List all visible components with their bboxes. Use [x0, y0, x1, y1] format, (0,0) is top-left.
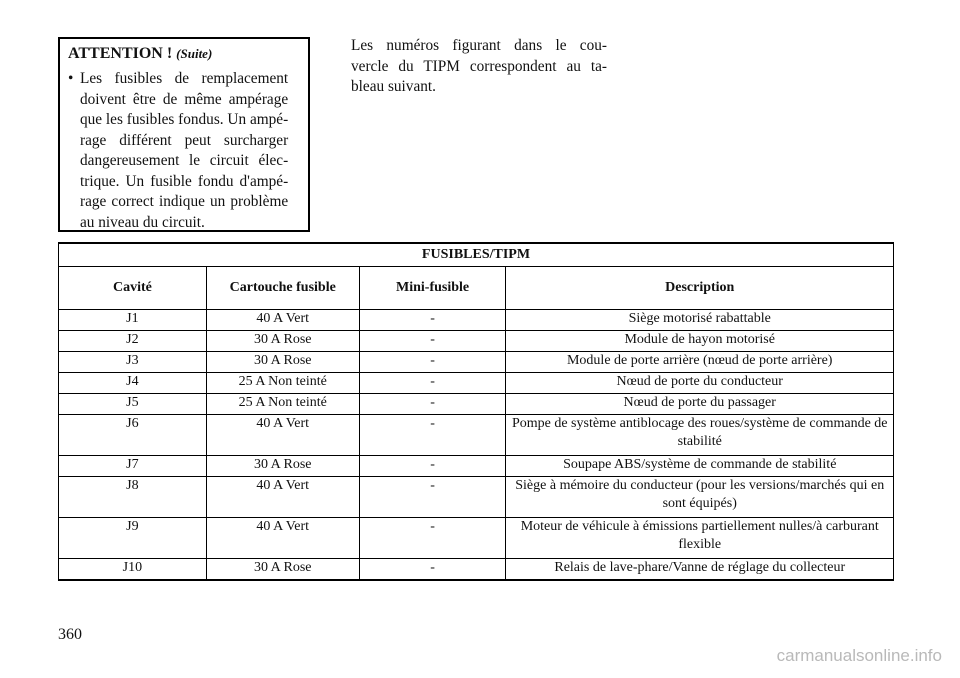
cell-description: Nœud de porte du passager	[506, 394, 894, 415]
cell-mini-fuse: -	[359, 518, 506, 559]
cell-mini-fuse: -	[359, 373, 506, 394]
column-header-cartridge: Cartouche fusible	[206, 267, 359, 310]
warning-box	[58, 37, 310, 232]
cell-description: Module de porte arrière (nœud de porte arrière)	[506, 352, 894, 373]
warning-title-text: ATTENTION !	[68, 45, 173, 62]
warning-text	[80, 69, 288, 233]
table-row	[59, 331, 894, 352]
warning-line: Les fusibles de remplacement	[80, 70, 289, 87]
table-caption: FUSIBLES/TIPM	[59, 243, 894, 267]
cell-description: Nœud de porte du conducteur	[506, 373, 894, 394]
cell-mini-fuse: -	[359, 559, 506, 581]
cell-cavity: J3	[59, 352, 207, 373]
bullet-icon: •	[68, 70, 74, 87]
cell-description: Moteur de véhicule à émissions partiellement nulles/à carburant flexible	[506, 518, 894, 559]
column-header-description: Description	[506, 267, 894, 310]
cell-mini-fuse: -	[359, 415, 506, 456]
cell-description: Module de hayon motorisé	[506, 331, 894, 352]
table-row	[59, 352, 894, 373]
column-header-cavity: Cavité	[59, 267, 207, 310]
cell-cavity: J9	[59, 518, 207, 559]
cell-cavity: J10	[59, 559, 207, 581]
cell-cartridge: 25 A Non teinté	[206, 394, 359, 415]
cell-cartridge: 25 A Non teinté	[206, 373, 359, 394]
intro-line: vercle du TIPM correspondent au ta-	[351, 57, 607, 75]
cell-description: Siège motorisé rabattable	[506, 310, 894, 331]
intro-paragraph	[351, 36, 607, 98]
cell-cartridge: 30 A Rose	[206, 559, 359, 581]
cell-cavity: J7	[59, 456, 207, 477]
cell-description: Soupape ABS/système de commande de stabilité	[506, 456, 894, 477]
warning-line: au niveau du circuit.	[80, 213, 205, 231]
cell-cartridge: 40 A Vert	[206, 518, 359, 559]
cell-mini-fuse: -	[359, 456, 506, 477]
column-header-mini-fuse: Mini-fusible	[359, 267, 506, 310]
table-row	[59, 456, 894, 477]
warning-title	[68, 43, 302, 65]
watermark: carmanualsonline.info	[776, 646, 942, 665]
cell-mini-fuse: -	[359, 477, 506, 518]
warning-suite-label: (Suite)	[176, 46, 213, 61]
cell-cartridge: 40 A Vert	[206, 415, 359, 456]
table-row	[59, 394, 894, 415]
cell-cavity: J5	[59, 394, 207, 415]
cell-cartridge: 30 A Rose	[206, 331, 359, 352]
cell-description: Relais de lave-phare/Vanne de réglage du collecteur	[506, 559, 894, 581]
cell-cavity: J2	[59, 331, 207, 352]
cell-mini-fuse: -	[359, 331, 506, 352]
table-row	[59, 310, 894, 331]
cell-cavity: J4	[59, 373, 207, 394]
cell-cartridge: 30 A Rose	[206, 456, 359, 477]
table-row	[59, 518, 894, 559]
table-row	[59, 559, 894, 581]
intro-line: Les numéros figurant dans le cou-	[351, 37, 607, 54]
cell-cartridge: 30 A Rose	[206, 352, 359, 373]
cell-cartridge: 40 A Vert	[206, 477, 359, 518]
warning-line: rage différent peut surcharger	[80, 131, 289, 149]
warning-line: doivent être de même ampérage	[80, 90, 289, 108]
warning-bullet-item	[68, 69, 302, 233]
table-row	[59, 477, 894, 518]
cell-cavity: J6	[59, 415, 207, 456]
table-row	[59, 415, 894, 456]
cell-cavity: J8	[59, 477, 207, 518]
warning-line: rage correct indique un problème	[80, 193, 289, 210]
cell-description: Siège à mémoire du conducteur (pour les versions/marchés qui en sont équipés)	[506, 477, 894, 518]
warning-line: dangereusement le circuit élec-	[80, 152, 289, 169]
cell-mini-fuse: -	[359, 310, 506, 331]
intro-line: bleau suivant.	[351, 78, 436, 95]
warning-line: trique. Un fusible fondu d'ampé-	[80, 172, 289, 190]
cell-cartridge: 40 A Vert	[206, 310, 359, 331]
cell-mini-fuse: -	[359, 394, 506, 415]
page-number: 360	[58, 626, 82, 643]
table-row	[59, 373, 894, 394]
cell-description: Pompe de système antiblocage des roues/système de commande de stabilité	[506, 415, 894, 456]
fuse-table	[58, 242, 894, 581]
cell-cavity: J1	[59, 310, 207, 331]
cell-mini-fuse: -	[359, 352, 506, 373]
warning-line: que les fusibles fondus. Un ampé-	[80, 111, 289, 128]
